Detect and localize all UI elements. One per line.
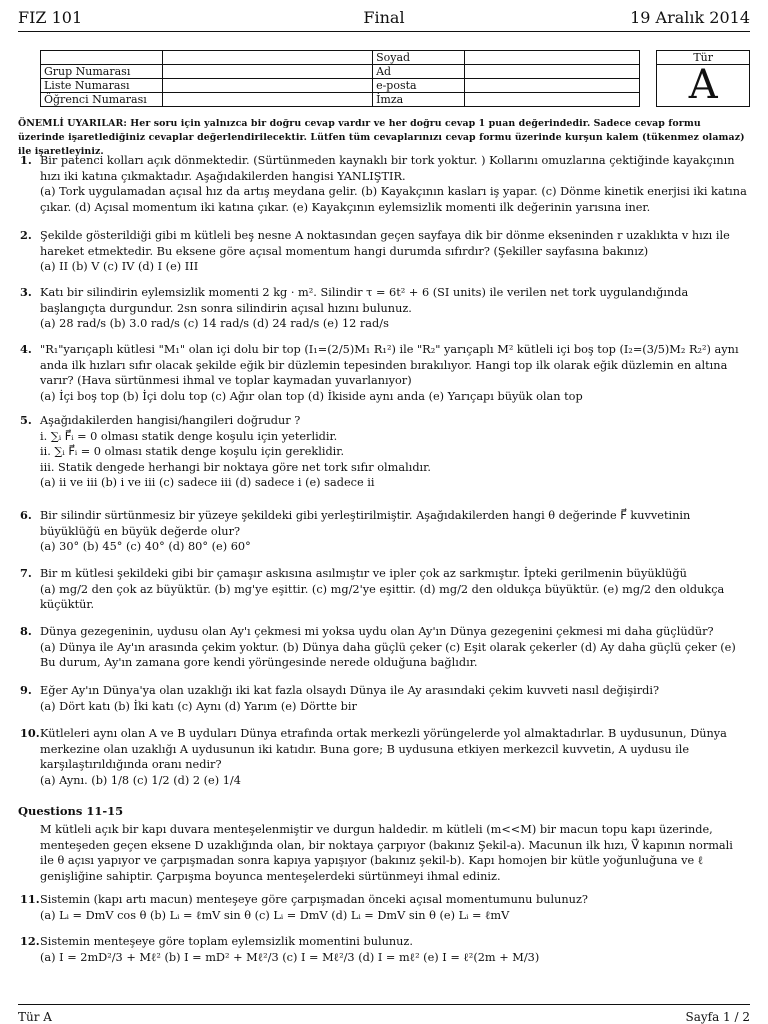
question-options: (a) Lᵢ = DmV cos θ (b) Lᵢ = ℓmV sin θ (c) Lᵢ = DmV (d) Lᵢ = DmV sin θ (e) Lᵢ = ℓmV	[40, 908, 510, 922]
question-text: Bir silindir sürtünmesiz bir yüzeye şekildeki gibi yerleştirilmiştir. Aşağıdakilerden hangi θ değerinde F⃗ kuvvetinin büyüklüğü en büyük değerde olur?	[40, 509, 691, 538]
question-number: 8.	[20, 624, 32, 638]
question-options: (a) İçi boş top (b) İçi dolu top (c) Ağır olan top (d) İkiside aynı anda (e) Yarıçapı büyük olan top	[40, 389, 583, 403]
question-options: (a) I = 2mD²/3 + Mℓ² (b) I = mD² + Mℓ²/3 (c) I = Mℓ²/3 (d) I = mℓ² (e) I = ℓ²(2m + M/3)	[40, 950, 540, 964]
question-7	[18, 566, 750, 613]
question-3	[18, 285, 750, 332]
exam-page	[18, 0, 750, 1024]
question-5	[18, 413, 750, 491]
info-label	[41, 51, 163, 65]
question-number: 6.	[20, 508, 32, 522]
section-title: Questions 11-15	[18, 804, 124, 818]
question-number: 10.	[20, 726, 40, 740]
footer-type: Tür A	[18, 1010, 52, 1024]
page-header	[18, 8, 750, 30]
question-options: (a) Dünya ile Ay'ın arasında çekim yoktur. (b) Dünya daha güçlü çeker (c) Eşit olarak çekerler (d) Ay daha güçlü çeker (e) Bu durum, Ay'ın zamana gore kendi yörüngesinde nerede olduğuna bağlıdır.	[40, 640, 736, 669]
statement-iii: iii. Statik dengede herhangi bir noktaya göre net tork sıfır olmalıdır.	[40, 460, 431, 474]
question-8	[18, 624, 750, 671]
info-field[interactable]	[464, 51, 640, 65]
question-11	[18, 892, 750, 923]
question-10	[18, 726, 750, 788]
question-2	[18, 228, 750, 275]
question-options: (a) 28 rad/s (b) 3.0 rad/s (c) 14 rad/s (d) 24 rad/s (e) 12 rad/s	[40, 317, 389, 330]
info-field[interactable]	[162, 65, 373, 79]
student-info-table	[40, 50, 750, 107]
info-field[interactable]	[464, 79, 640, 93]
info-label: Liste Numarası	[41, 79, 163, 93]
question-number: 5.	[20, 413, 32, 427]
question-1	[18, 153, 750, 215]
course-code: FIZ 101	[18, 8, 83, 27]
section-intro	[18, 822, 750, 884]
header-rule	[18, 31, 750, 32]
question-number: 3.	[20, 285, 32, 299]
page-number: Sayfa 1 / 2	[685, 1010, 750, 1024]
question-6	[18, 508, 750, 555]
question-text: Katı bir silindirin eylemsizlik momenti 2 kg · m². Silindir τ = 6t² + 6 (SI units) ile verilen net tork uygulandığında başlangıçta durgundur. 2sn sonra silindirin açısal hızını bulunuz.	[40, 286, 689, 315]
info-field[interactable]	[162, 93, 373, 107]
question-options: (a) II (b) V (c) IV (d) I (e) III	[40, 260, 199, 273]
exam-date: 19 Aralık 2014	[630, 8, 750, 27]
question-options: (a) mg/2 den çok az büyüktür. (b) mg'ye eşittir. (c) mg/2'ye eşittir. (d) mg/2 den oldukça büyüktür. (e) mg/2 den oldukça küçüktür.	[40, 582, 725, 611]
question-text: "R₁"yarıçaplı kütlesi "M₁" olan içi dolu bir top (I₁=(2/5)M₁ R₁²) ile "R₂" yarıçaplı M² kütleli içi boş top (I₂=(3/5)M₂ R₂²) aynı anda ilk hızları sıfır olacak şekilde eğik bir düzlemin tepesinden bırakılıyor. Hangi top ilk olarak eğik düzlemin en altına varır? (Hava sürtünmesi ihmal ve toplar kaymadan yuvarlanıyor)	[40, 343, 739, 387]
info-field[interactable]	[464, 93, 640, 107]
question-number: 9.	[20, 683, 32, 697]
question-text: Sistemin (kapı artı macun) menteşeye göre çarpışmadan önceki açısal momentumunu bulunuz?	[40, 893, 588, 906]
info-label: Öğrenci Numarası	[41, 93, 163, 107]
info-label: İmza	[373, 93, 465, 107]
exam-title: Final	[363, 8, 405, 27]
question-text: Aşağıdakilerden hangisi/hangileri doğrudur ?	[40, 414, 301, 427]
question-number: 1.	[20, 153, 32, 167]
info-label: Grup Numarası	[41, 65, 163, 79]
tur-label: Tür	[657, 51, 750, 65]
question-options: (a) 30° (b) 45° (c) 40° (d) 80° (e) 60°	[40, 540, 251, 553]
info-field[interactable]	[162, 51, 373, 65]
important-warning: ÖNEMLİ UYARILAR: Her soru için yalnızca bir doğru cevap vardır ve her doğru cevap 1 puan değerindedir. Sadece cevap formu üzerinde işaretlediğiniz cevaplar değerlendirilecektir. Lütfen tüm cevaplarınızı cevap formu üzerinde kurşun kalem (tükenmez olamaz) ile işaretleyiniz.	[18, 118, 745, 157]
question-number: 7.	[20, 566, 32, 580]
question-number: 12.	[20, 934, 40, 948]
tur-value: A	[657, 65, 750, 107]
section-text: M kütleli açık bir kapı duvara menteşelenmiştir ve durgun haldedir. m kütleli (m<<M) bir macun topu kapı üzerinde, menteşeden geçen eksene D uzaklığında olan, bir noktaya çarpıyor (bakınız Şekil-a). Macunun ilk hızı, V⃗ kapının normali ile θ açısı yapıyor ve çarpışmadan sonra kapıya yapışıyor (bakınız şekil-b). Kapı homojen bir kütle yoğunluğuna ve ℓ genişliğine sahiptir. Çarpışma boyunca menteşelerdeki sürtünmeyi ihmal ediniz.	[40, 823, 733, 883]
question-options: (a) Aynı. (b) 1/8 (c) 1/2 (d) 2 (e) 1/4	[40, 773, 241, 787]
info-label: Soyad	[373, 51, 465, 65]
question-number: 4.	[20, 342, 32, 356]
info-field[interactable]	[464, 65, 640, 79]
info-field[interactable]	[162, 79, 373, 93]
question-text: Sistemin menteşeye göre toplam eylemsizlik momentini bulunuz.	[40, 935, 413, 948]
question-options: (a) ii ve iii (b) i ve iii (c) sadece iii (d) sadece i (e) sadece ii	[40, 476, 375, 489]
question-options: (a) Tork uygulamadan açısal hız da artış meydana gelir. (b) Kayakçının kasları iş yapar. (c) Dönme kinetik enerjisi iki katına çıkar. (d) Açısal momentum iki katına çıkar. (e) Kayakçının eylemsizlik momenti ilk değerinin yarısına iner.	[40, 185, 747, 214]
question-text: Şekilde gösterildiği gibi m kütleli beş nesne A noktasından geçen sayfaya dik bir dönme ekseninden r uzaklıkta v hızı ile hareket etmektedir. Bu eksene göre açısal momentum hangi durumda sıfırdır? (Şekiller sayfasına bakınız)	[40, 229, 730, 258]
question-text: Bir patenci kolları açık dönmektedir. (Sürtünmeden kaynaklı bir tork yoktur. ) Kollarını omuzlarına çektiğinde kayakçının hızı iki katına çıkmaktadır. Aşağıdakilerden hangisi YANLIŞTIR.	[40, 154, 735, 183]
statement-ii: ii. ∑ᵢ F⃗ᵢ = 0 olması statik denge koşulu için gereklidir.	[40, 445, 345, 458]
footer-rule	[18, 1004, 750, 1005]
statement-i: i. ∑ᵢ F⃗ᵢ = 0 olması statik denge koşulu için yeterlidir.	[40, 429, 338, 443]
question-12	[18, 934, 750, 965]
info-label: e-posta	[373, 79, 465, 93]
question-number: 11.	[20, 892, 40, 906]
question-4	[18, 342, 750, 404]
info-label: Ad	[373, 65, 465, 79]
question-text: Eğer Ay'ın Dünya'ya olan uzaklığı iki kat fazla olsaydı Dünya ile Ay arasındaki çekim kuvveti nasıl değişirdi?	[40, 684, 660, 697]
question-options: (a) Dört katı (b) İki katı (c) Aynı (d) Yarım (e) Dörtte bir	[40, 699, 357, 713]
question-9	[18, 683, 750, 714]
question-text: Dünya gezegeninin, uydusu olan Ay'ı çekmesi mi yoksa uydu olan Ay'ın Dünya gezegenini çekmesi mi daha güçlüdür?	[40, 625, 714, 638]
question-number: 2.	[20, 228, 32, 242]
question-text: Kütleleri aynı olan A ve B uyduları Dünya etrafında ortak merkezli yörüngelerde yol almaktadırlar. B uydusunun, Dünya merkezine olan uzaklığı A uydusunun iki katıdır. Buna gore; B uydusuna etkiyen merkezcil kuvvetin, A uydusu ile karşılaştırıldığında oranı nedir?	[40, 727, 727, 771]
question-text: Bir m kütlesi şekildeki gibi bir çamaşır askısına asılmıştır ve ipler çok az sarkmıştır. İpteki gerilmenin büyüklüğü	[40, 567, 687, 580]
